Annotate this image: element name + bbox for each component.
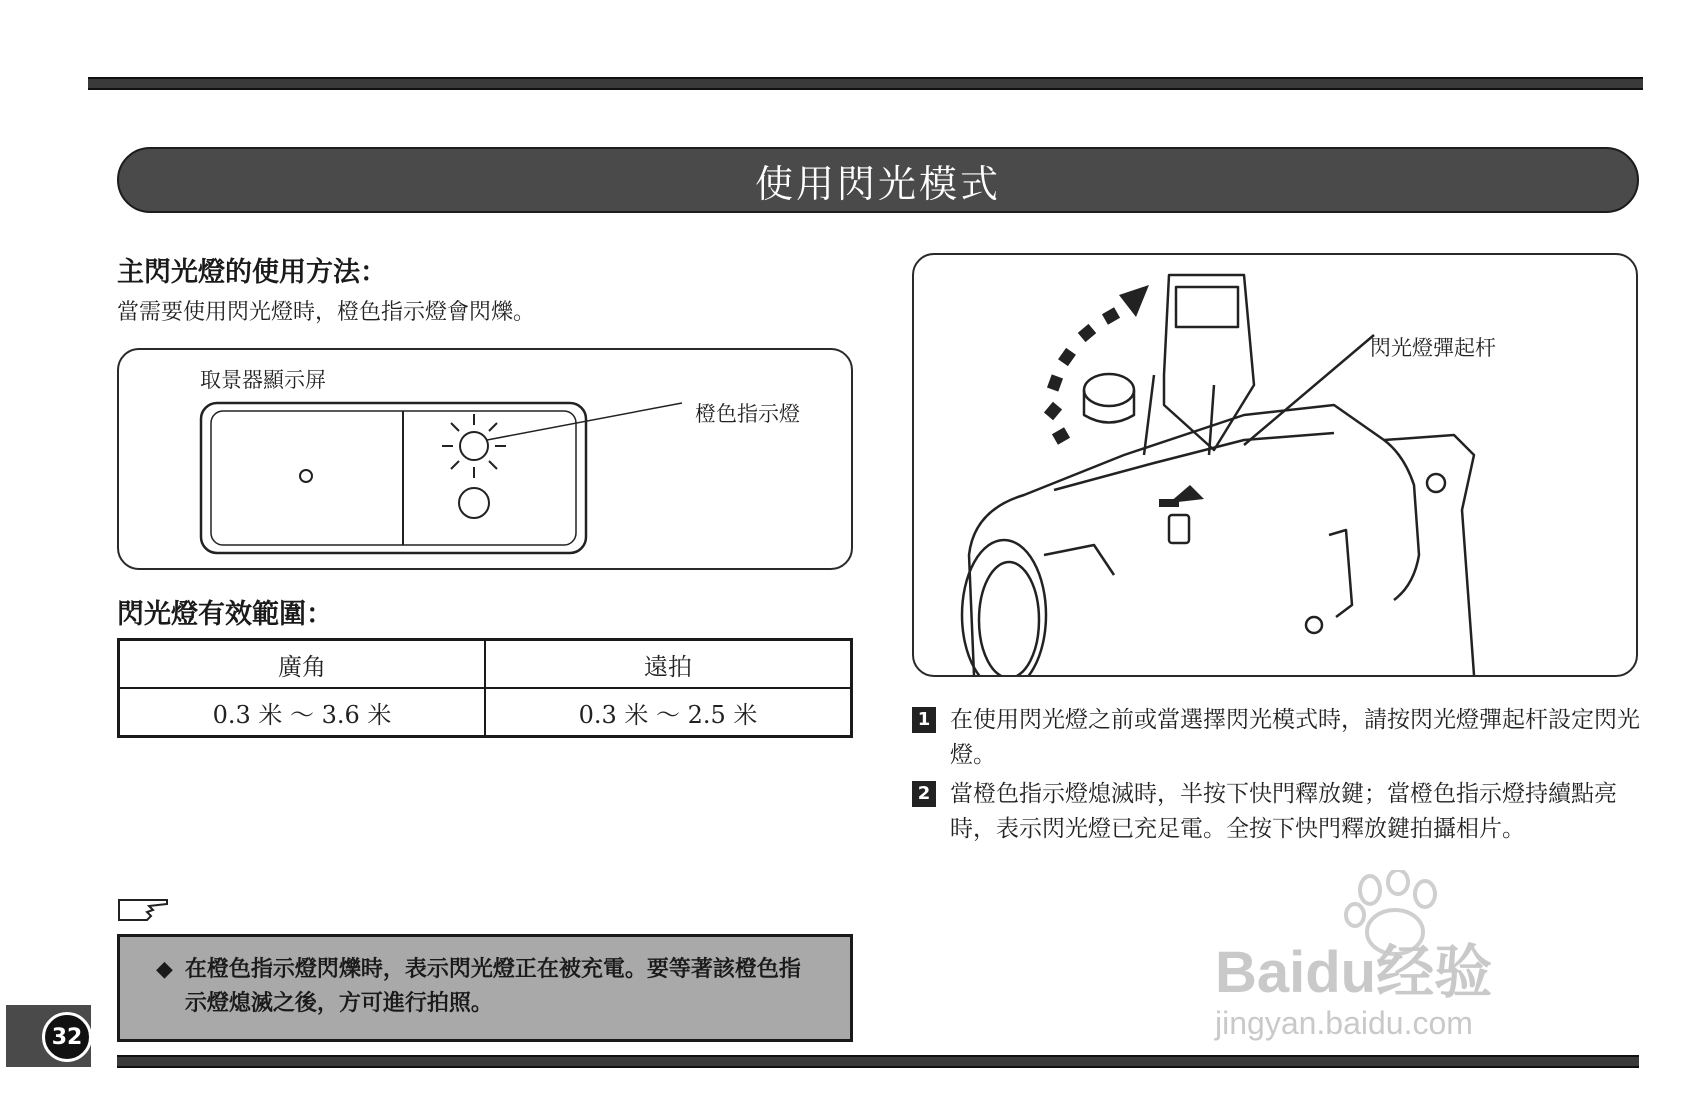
flashing-indicator-icon [442,414,506,478]
indicator-lamp-icon [459,488,489,518]
page-number: 32 [42,1012,92,1062]
note-text: 在橙色指示燈閃爍時，表示閃光燈正在被充電。要等著該橙色指示燈熄滅之後，方可進行拍照。 [184,957,801,1016]
viewfinder-screen-label: 取景器顯示屏 [200,368,326,392]
camera-illustration-frame [912,253,1638,677]
flash-popup-arrow-icon [1044,285,1204,507]
main-flash-description: 當需要使用閃光燈時，橙色指示燈會閃爍。 [117,300,536,325]
column-tele: 遠拍 [485,640,852,689]
note-box [117,934,853,1042]
flash-popup-lever-label: 閃光燈彈起杆 [1370,336,1496,360]
viewfinder-illustration [117,348,853,570]
page-title: 使用閃光模式 [754,161,1001,206]
range-wide-value: 0.3 米 ～ 3.6 米 [119,688,486,737]
bottom-rule [117,1055,1639,1068]
flash-range-table [117,638,853,738]
table-row [119,688,852,737]
note-bullet: ◆ [156,957,173,982]
step-1-text: 在使用閃光燈之前或當選擇閃光模式時，請按閃光燈彈起杆設定閃光燈。 [950,707,1640,768]
main-flash-heading: 主閃光燈的使用方法： [117,257,387,288]
watermark-brand: Baidu经验 [1215,940,1493,1005]
page-title-bar [117,147,1639,213]
top-rule [88,77,1643,90]
step-1 [912,703,1644,773]
orange-indicator-label: 橙色指示燈 [695,402,800,426]
focus-point-icon [300,470,312,482]
column-wide: 廣角 [119,640,486,689]
table-header-row [119,640,852,689]
flash-range-heading: 閃光燈有效範圍： [117,599,333,630]
step-2 [912,777,1644,847]
step-1-number: 1 [912,707,936,733]
watermark-url: jingyan.baidu.com [1215,1005,1473,1041]
step-2-number: 2 [912,781,936,807]
camera-illustration [914,255,1638,677]
range-tele-value: 0.3 米 ～ 2.5 米 [485,688,852,737]
pointing-hand-icon [117,896,171,922]
step-2-text: 當橙色指示燈熄滅時，半按下快門釋放鍵；當橙色指示燈持續點亮時，表示閃光燈已充足電。全按下快門釋放鍵拍攝相片。 [950,781,1617,842]
